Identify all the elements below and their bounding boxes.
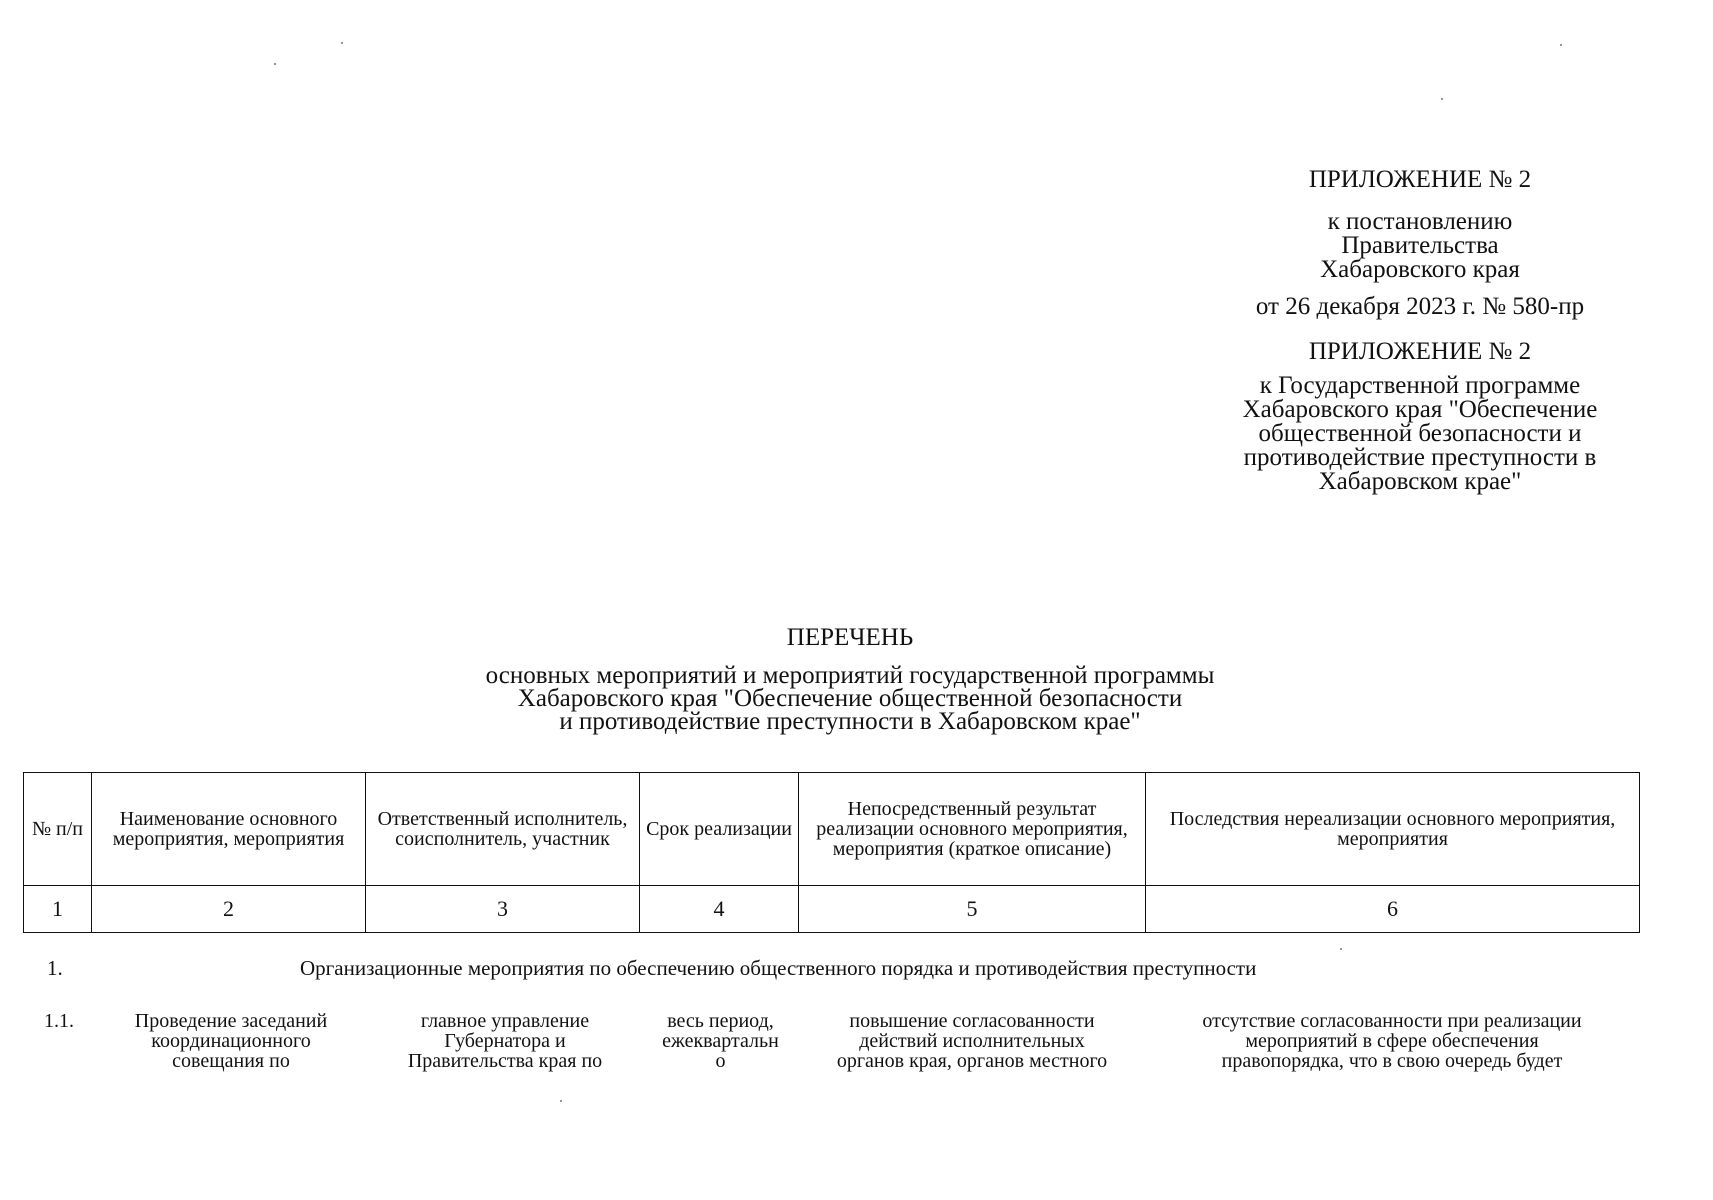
scan-speck [341, 42, 343, 44]
appendix-1-line: к постановлению [1327, 208, 1513, 235]
scan-speck [560, 1100, 562, 1102]
column-header-result: Непосредственный результат реализации основного мероприятия, мероприятия (краткое описание) [799, 773, 1146, 886]
item-executor-line: главное управление [420, 1010, 590, 1032]
item-name-line: координационного [151, 1030, 311, 1052]
measures-table-header [23, 772, 1640, 933]
scan-speck [1560, 44, 1562, 46]
column-header-consequence: Последствия нереализации основного мероприятия, мероприятия [1146, 773, 1640, 886]
column-number: 3 [366, 886, 640, 933]
appendix-2-line: Хабаровского края "Обеспечение [1242, 396, 1598, 423]
column-number: 1 [24, 886, 92, 933]
item-result-line: органов края, органов местного [836, 1050, 1108, 1072]
item-executor [370, 1011, 640, 1071]
item-consequence-line: правопорядка, что в свою очередь будет [1221, 1050, 1563, 1072]
item-result-line: повышение согласованности [849, 1010, 1095, 1032]
appendix-1-body [1190, 210, 1650, 282]
item-name-line: Проведение заседаний [134, 1010, 328, 1032]
column-number: 4 [640, 886, 799, 933]
list-subtitle-line: Хабаровского края "Обеспечение общественной безопасности [517, 685, 1183, 712]
item-term [643, 1011, 798, 1071]
list-subtitle-line: и противодействие преступности в Хабаровском крае" [559, 708, 1141, 735]
item-term-line: ежеквартальн [662, 1030, 779, 1052]
item-term-line: о [715, 1050, 726, 1072]
item-number: 1.1. [44, 1010, 74, 1032]
appendix-1-title: ПРИЛОЖЕНИЕ № 2 [1308, 166, 1532, 193]
column-header-executor: Ответственный исполнитель, соисполнитель, участник [366, 773, 640, 886]
column-number: 2 [92, 886, 366, 933]
item-consequence [1150, 1011, 1634, 1071]
scan-speck [1340, 948, 1342, 950]
list-heading: ПЕРЕЧЕНЬ [786, 624, 914, 651]
appendix-1-date: от 26 декабря 2023 г. № 580-пр [1255, 293, 1585, 320]
appendix-2-line: общественной безопасности и [1258, 420, 1582, 447]
column-header-term: Срок реализации [640, 773, 799, 886]
item-executor-line: Губернатора и [444, 1030, 566, 1052]
column-number: 5 [799, 886, 1146, 933]
section-title: Организационные мероприятия по обеспечению общественного порядка и противодействия преступности [300, 956, 1257, 980]
item-consequence-line: отсутствие согласованности при реализации [1202, 1010, 1582, 1032]
list-subtitle-line: основных мероприятий и мероприятий государственной программы [485, 662, 1215, 689]
appendix-2-title: ПРИЛОЖЕНИЕ № 2 [1308, 338, 1532, 365]
section-number: 1. [47, 956, 63, 980]
item-result [802, 1011, 1142, 1071]
appendix-2-line: Хабаровском крае" [1318, 468, 1522, 495]
item-consequence-line: мероприятий в сфере обеспечения [1245, 1030, 1539, 1052]
appendix-2-body [1190, 374, 1650, 494]
appendix-1-line: Правительства [1341, 232, 1499, 259]
column-header-name: Наименование основного мероприятия, мероприятия [92, 773, 366, 886]
scan-speck [1441, 98, 1443, 100]
column-number-row [24, 886, 1640, 933]
appendix-1-line: Хабаровского края [1320, 256, 1520, 283]
item-term-line: весь период, [667, 1010, 774, 1032]
scan-speck [274, 63, 276, 65]
item-result-line: действий исполнительных [859, 1030, 1085, 1052]
item-executor-line: Правительства края по [407, 1050, 603, 1072]
list-subtitle [340, 664, 1360, 733]
item-name-line: совещания по [172, 1050, 290, 1072]
item-name [96, 1011, 366, 1071]
table-header-row [24, 773, 1640, 886]
column-header-number: № п/п [24, 773, 92, 886]
appendix-2-line: противодействие преступности в [1243, 444, 1597, 471]
column-number: 6 [1146, 886, 1640, 933]
appendix-2-line: к Государственной программе [1259, 372, 1581, 399]
